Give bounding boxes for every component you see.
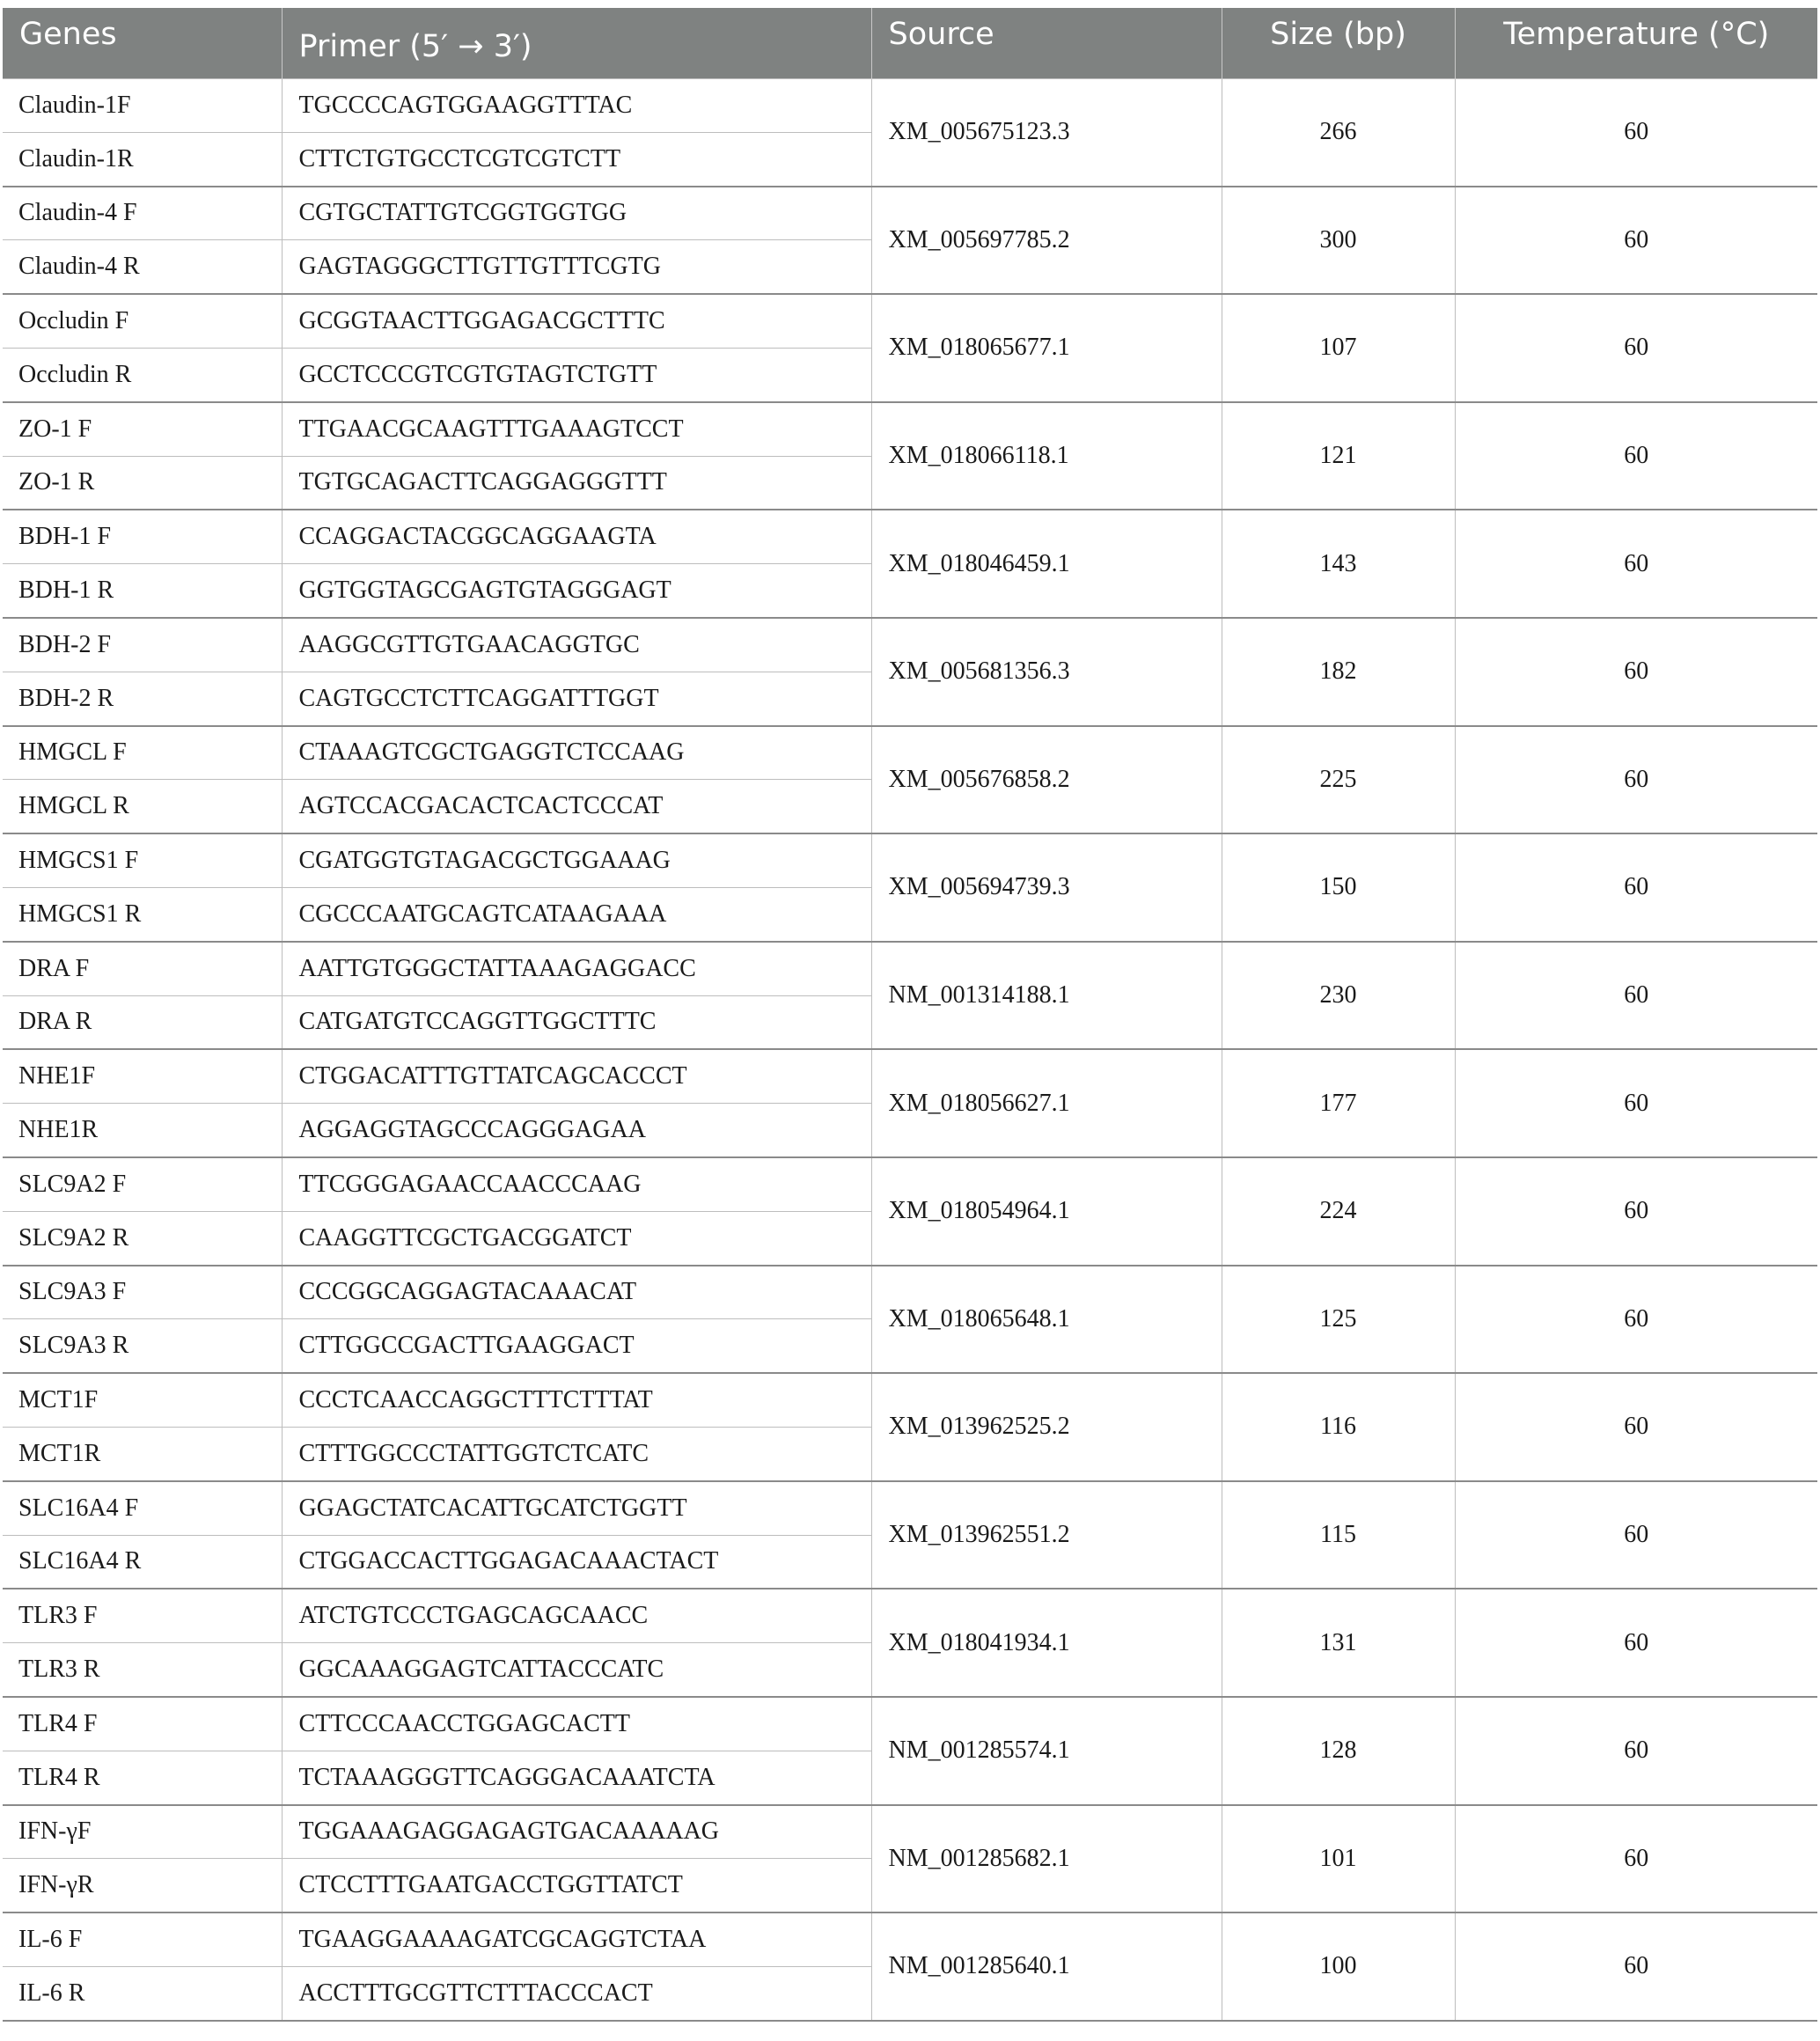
size-bp-cell: 125 [1222,1266,1455,1374]
gene-name-cell: SLC9A2 F [3,1157,282,1211]
header-primer: Primer (5′ → 3′) [282,8,871,78]
gene-name-cell: BDH-2 R [3,672,282,725]
size-bp-cell: 100 [1222,1913,1455,2021]
gene-name-cell: HMGCL F [3,726,282,780]
gene-name-cell: HMGCL R [3,780,282,833]
temperature-cell: 60 [1455,1266,1817,1374]
table-row-forward [3,1157,1817,1211]
gene-name-cell: IL-6 R [3,1966,282,2020]
primer-sequence-cell: CTAAAGTCGCTGAGGTCTCCAAG [282,726,871,780]
temperature-cell: 60 [1455,402,1817,510]
primer-sequence-cell: CTTTGGCCCTATTGGTCTCATC [282,1427,871,1480]
gene-name-cell: MCT1R [3,1427,282,1480]
gene-name-cell: TLR4 R [3,1751,282,1804]
table-row-forward [3,1805,1817,1859]
primer-sequence-cell: CCCTCAACCAGGCTTTCTTTAT [282,1373,871,1427]
gene-name-cell: IL-6 F [3,1913,282,1966]
source-accession-cell: XM_013962525.2 [871,1373,1222,1481]
table-row-forward [3,1266,1817,1319]
primer-table [3,8,1817,2022]
table-row-forward [3,402,1817,456]
temperature-cell: 60 [1455,1373,1817,1481]
table-row-forward [3,1589,1817,1642]
source-accession-cell: XM_018065648.1 [871,1266,1222,1374]
primer-sequence-cell: TGTGCAGACTTCAGGAGGGTTT [282,456,871,510]
source-accession-cell: XM_005675123.3 [871,78,1222,187]
table-header [3,8,1817,78]
source-accession-cell: XM_005676858.2 [871,726,1222,834]
gene-name-cell: Claudin-4 R [3,240,282,294]
primer-sequence-cell: CGCCCAATGCAGTCATAAGAAA [282,887,871,941]
primer-sequence-cell: AATTGTGGGCTATTAAAGAGGACC [282,942,871,995]
size-bp-cell: 131 [1222,1589,1455,1697]
temperature-cell: 60 [1455,726,1817,834]
table-body [3,78,1817,2021]
primer-sequence-cell: TCTAAAGGGTTCAGGGACAAATCTA [282,1751,871,1804]
table-row-forward [3,1913,1817,1966]
primer-sequence-cell: TTCGGGAGAACCAACCCAAG [282,1157,871,1211]
gene-name-cell: IFN-γF [3,1805,282,1859]
table-row-forward [3,78,1817,132]
gene-name-cell: SLC16A4 R [3,1535,282,1589]
primer-sequence-cell: ACCTTTGCGTTCTTTACCCACT [282,1966,871,2020]
size-bp-cell: 116 [1222,1373,1455,1481]
table-row-forward [3,1373,1817,1427]
table-row-forward [3,187,1817,240]
gene-name-cell: Claudin-4 F [3,187,282,240]
primer-sequence-cell: CTCCTTTGAATGACCTGGTTATCT [282,1859,871,1913]
header-source: Source [871,8,1222,78]
table-row-forward [3,1481,1817,1535]
gene-name-cell: DRA R [3,995,282,1049]
primer-sequence-cell: CCAGGACTACGGCAGGAAGTA [282,510,871,563]
temperature-cell: 60 [1455,1481,1817,1589]
temperature-cell: 60 [1455,1157,1817,1266]
temperature-cell: 60 [1455,187,1817,295]
gene-name-cell: BDH-1 F [3,510,282,563]
table-row-forward [3,726,1817,780]
primer-sequence-cell: CAGTGCCTCTTCAGGATTTGGT [282,672,871,725]
table-row-forward [3,1049,1817,1103]
gene-name-cell: Claudin-1R [3,132,282,186]
size-bp-cell: 177 [1222,1049,1455,1157]
gene-name-cell: SLC9A2 R [3,1211,282,1265]
size-bp-cell: 230 [1222,942,1455,1050]
source-accession-cell: XM_005694739.3 [871,833,1222,942]
temperature-cell: 60 [1455,618,1817,726]
primer-sequence-cell: TTGAACGCAAGTTTGAAAGTCCT [282,402,871,456]
source-accession-cell: XM_018056627.1 [871,1049,1222,1157]
gene-name-cell: MCT1F [3,1373,282,1427]
table-row-forward [3,294,1817,348]
primer-sequence-cell: CTTCCCAACCTGGAGCACTT [282,1697,871,1751]
gene-name-cell: NHE1F [3,1049,282,1103]
primer-sequence-cell: AGGAGGTAGCCCAGGGAGAA [282,1104,871,1157]
primer-sequence-cell: TGCCCCAGTGGAAGGTTTAC [282,78,871,132]
gene-name-cell: HMGCS1 R [3,887,282,941]
gene-name-cell: DRA F [3,942,282,995]
primer-sequence-cell: GGAGCTATCACATTGCATCTGGTT [282,1481,871,1535]
gene-name-cell: TLR3 R [3,1643,282,1697]
primer-sequence-cell: GGTGGTAGCGAGTGTAGGGAGT [282,564,871,618]
source-accession-cell: XM_005681356.3 [871,618,1222,726]
primer-sequence-cell: CATGATGTCCAGGTTGGCTTTC [282,995,871,1049]
size-bp-cell: 143 [1222,510,1455,618]
gene-name-cell: SLC16A4 F [3,1481,282,1535]
temperature-cell: 60 [1455,1913,1817,2021]
primer-sequence-cell: CGTGCTATTGTCGGTGGTGG [282,187,871,240]
source-accession-cell: XM_018046459.1 [871,510,1222,618]
temperature-cell: 60 [1455,1589,1817,1697]
gene-name-cell: ZO-1 R [3,456,282,510]
primer-sequence-cell: CCCGGCAGGAGTACAAACAT [282,1266,871,1319]
primer-sequence-cell: GGCAAAGGAGTCATTACCCATC [282,1643,871,1697]
gene-name-cell: IFN-γR [3,1859,282,1913]
source-accession-cell: XM_013962551.2 [871,1481,1222,1589]
size-bp-cell: 115 [1222,1481,1455,1589]
size-bp-cell: 224 [1222,1157,1455,1266]
source-accession-cell: XM_005697785.2 [871,187,1222,295]
source-accession-cell: XM_018041934.1 [871,1589,1222,1697]
primer-sequence-cell: CTGGACCACTTGGAGACAAACTACT [282,1535,871,1589]
gene-name-cell: TLR4 F [3,1697,282,1751]
gene-name-cell: SLC9A3 R [3,1319,282,1373]
table-row-forward [3,1697,1817,1751]
primer-sequence-cell: ATCTGTCCCTGAGCAGCAACC [282,1589,871,1642]
source-accession-cell: XM_018065677.1 [871,294,1222,402]
temperature-cell: 60 [1455,510,1817,618]
header-size: Size (bp) [1222,8,1455,78]
primer-sequence-cell: AGTCCACGACACTCACTCCCAT [282,780,871,833]
primer-sequence-cell: AAGGCGTTGTGAACAGGTGC [282,618,871,672]
gene-name-cell: HMGCS1 F [3,833,282,887]
source-accession-cell: NM_001285640.1 [871,1913,1222,2021]
primer-sequence-cell: TGGAAAGAGGAGAGTGACAAAAAG [282,1805,871,1859]
table-row-forward [3,510,1817,563]
size-bp-cell: 182 [1222,618,1455,726]
table-row-forward [3,942,1817,995]
header-temperature: Temperature (°C) [1455,8,1817,78]
source-accession-cell: XM_018054964.1 [871,1157,1222,1266]
temperature-cell: 60 [1455,1697,1817,1805]
primer-sequence-cell: GAGTAGGGCTTGTTGTTTCGTG [282,240,871,294]
primer-sequence-cell: CGATGGTGTAGACGCTGGAAAG [282,833,871,887]
size-bp-cell: 128 [1222,1697,1455,1805]
primer-sequence-cell: CTTGGCCGACTTGAAGGACT [282,1319,871,1373]
temperature-cell: 60 [1455,1805,1817,1913]
gene-name-cell: ZO-1 F [3,402,282,456]
table-row-forward [3,833,1817,887]
primer-sequence-cell: GCGGTAACTTGGAGACGCTTTC [282,294,871,348]
primer-sequence-cell: CTTCTGTGCCTCGTCGTCTT [282,132,871,186]
table-row-forward [3,618,1817,672]
size-bp-cell: 121 [1222,402,1455,510]
temperature-cell: 60 [1455,78,1817,187]
gene-name-cell: SLC9A3 F [3,1266,282,1319]
gene-name-cell: Claudin-1F [3,78,282,132]
size-bp-cell: 266 [1222,78,1455,187]
source-accession-cell: NM_001285682.1 [871,1805,1222,1913]
source-accession-cell: XM_018066118.1 [871,402,1222,510]
gene-name-cell: Occludin F [3,294,282,348]
size-bp-cell: 107 [1222,294,1455,402]
primer-sequence-cell: CAAGGTTCGCTGACGGATCT [282,1211,871,1265]
primer-sequence-cell: GCCTCCCGTCGTGTAGTCTGTT [282,348,871,401]
gene-name-cell: BDH-2 F [3,618,282,672]
size-bp-cell: 150 [1222,833,1455,942]
size-bp-cell: 101 [1222,1805,1455,1913]
header-genes: Genes [3,8,282,78]
gene-name-cell: Occludin R [3,348,282,401]
gene-name-cell: TLR3 F [3,1589,282,1642]
size-bp-cell: 300 [1222,187,1455,295]
size-bp-cell: 225 [1222,726,1455,834]
gene-name-cell: NHE1R [3,1104,282,1157]
primer-sequence-cell: TGAAGGAAAAGATCGCAGGTCTAA [282,1913,871,1966]
header-row [3,8,1817,78]
primer-sequence-cell: CTGGACATTTGTTATCAGCACCCT [282,1049,871,1103]
temperature-cell: 60 [1455,942,1817,1050]
temperature-cell: 60 [1455,294,1817,402]
source-accession-cell: NM_001314188.1 [871,942,1222,1050]
temperature-cell: 60 [1455,833,1817,942]
gene-name-cell: BDH-1 R [3,564,282,618]
temperature-cell: 60 [1455,1049,1817,1157]
source-accession-cell: NM_001285574.1 [871,1697,1222,1805]
